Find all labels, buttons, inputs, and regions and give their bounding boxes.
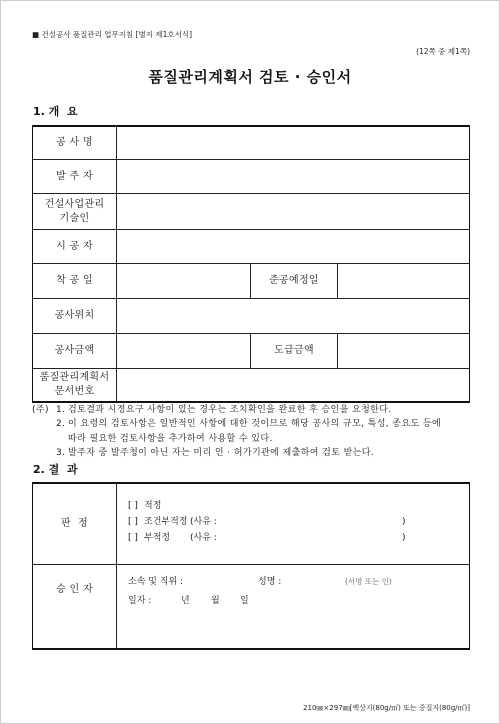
date-label: 일자 :	[128, 596, 152, 606]
note-item	[56, 403, 470, 417]
contractor-label: 시 공 자	[33, 230, 117, 264]
cm-engineer-label	[33, 194, 117, 230]
location-field[interactable]	[117, 299, 469, 334]
document-title: 품질관리계획서 검토 · 승인서	[148, 68, 352, 86]
affiliation-field[interactable]	[189, 575, 253, 589]
judgment-label: 판 정	[33, 484, 117, 565]
note-text-line: 따라 필요한 검토사항을 추가하여 사용할 수 있다.	[68, 433, 273, 444]
name-label: 성명 :	[258, 577, 282, 587]
note-number: 2.	[56, 419, 66, 430]
project-name-field[interactable]	[117, 127, 469, 160]
reason-close-paren: )	[402, 517, 406, 527]
note-text-line: 발주자 중 발주청이 아닌 자는 미리 인 · 허가기관에 제출하여 검토 받는다.	[68, 448, 375, 459]
reason-close-paren: )	[402, 533, 406, 543]
note-text-line: 검토결과 시정요구 사항이 있는 경우는 조치확인을 완료한 후 승인을 요청한다.	[68, 405, 392, 415]
planned-completion-label: 준공예정일	[251, 264, 338, 299]
signature-note: (서명 또는 인)	[345, 577, 392, 586]
document-number-label	[33, 369, 117, 401]
contractor-field[interactable]	[117, 230, 469, 264]
document-number-label-line: 문서번호	[54, 386, 95, 397]
project-name-label: 공 사 명	[33, 127, 117, 160]
contract-amount-label: 도급금액	[251, 334, 338, 369]
start-date-label: 착 공 일	[33, 264, 117, 299]
page-indicator: (12쪽 중 제1쪽)	[416, 47, 470, 56]
reason-open-label: (사유 :	[190, 517, 217, 527]
reason-open-label: (사유 :	[190, 533, 217, 543]
option-label: 적정	[144, 501, 162, 511]
year-unit: 년	[181, 596, 190, 606]
cm-engineer-field[interactable]	[117, 194, 469, 230]
month-unit: 월	[211, 596, 220, 606]
cm-engineer-label-line: 건설사업관리	[44, 198, 105, 210]
note-item	[56, 446, 470, 460]
note-number: 3.	[56, 448, 66, 459]
inappropriate-reason-field[interactable]	[220, 531, 398, 545]
month-field[interactable]	[191, 594, 209, 608]
judgment-option-appropriate	[128, 498, 469, 514]
construction-cost-label: 공사금액	[33, 334, 117, 369]
option-label: 조건부적정	[144, 517, 188, 527]
document-number-label-line: 품질관리계획서	[39, 372, 110, 383]
notes-prefix: (주)	[32, 405, 49, 415]
overview-table	[32, 125, 470, 403]
affiliation-label: 소속 및 직위 :	[128, 577, 184, 587]
checkbox[interactable]: [ ]	[128, 533, 138, 543]
name-field[interactable]	[287, 575, 341, 589]
client-label: 발 주 자	[33, 160, 117, 194]
checkbox[interactable]: [ ]	[128, 517, 138, 527]
start-date-field[interactable]	[117, 264, 251, 299]
planned-completion-field[interactable]	[338, 264, 469, 299]
cm-engineer-label-line: 기술인	[59, 212, 90, 224]
contract-amount-field[interactable]	[338, 334, 469, 369]
client-field[interactable]	[117, 160, 469, 194]
note-text-line: 이 요령의 검토사항은 일반적인 사항에 대한 것이므로 해당 공사의 규모, 특성, 종요도 등에	[68, 419, 442, 430]
notes	[32, 403, 470, 461]
result-table	[32, 482, 470, 650]
paper-spec: 210㎜×297㎜[백상지(80g/㎡) 또는 중질지(80g/㎡)]	[303, 704, 470, 712]
construction-cost-field[interactable]	[117, 334, 251, 369]
day-field[interactable]	[221, 594, 239, 608]
note-item	[56, 417, 470, 446]
location-label: 공사위치	[33, 299, 117, 334]
year-field[interactable]	[155, 594, 179, 608]
note-number: 1.	[56, 405, 66, 415]
option-label: 부적정	[144, 533, 171, 543]
judgment-options	[117, 484, 469, 565]
judgment-option-conditional	[128, 514, 469, 530]
section-heading-overview: 1. 개 요	[33, 105, 78, 118]
section-heading-result: 2. 결 과	[33, 463, 78, 476]
day-unit: 일	[240, 596, 249, 606]
approver-content	[117, 565, 469, 648]
judgment-option-inappropriate	[128, 530, 469, 546]
approver-label: 승 인 자	[33, 565, 117, 648]
conditional-reason-field[interactable]	[220, 515, 398, 529]
document-number-field[interactable]	[117, 369, 469, 401]
checkbox[interactable]: [ ]	[128, 501, 138, 511]
form-reference: ■ 건설공사 품질관리 업무지침 [별지 제1호서식]	[32, 30, 193, 39]
